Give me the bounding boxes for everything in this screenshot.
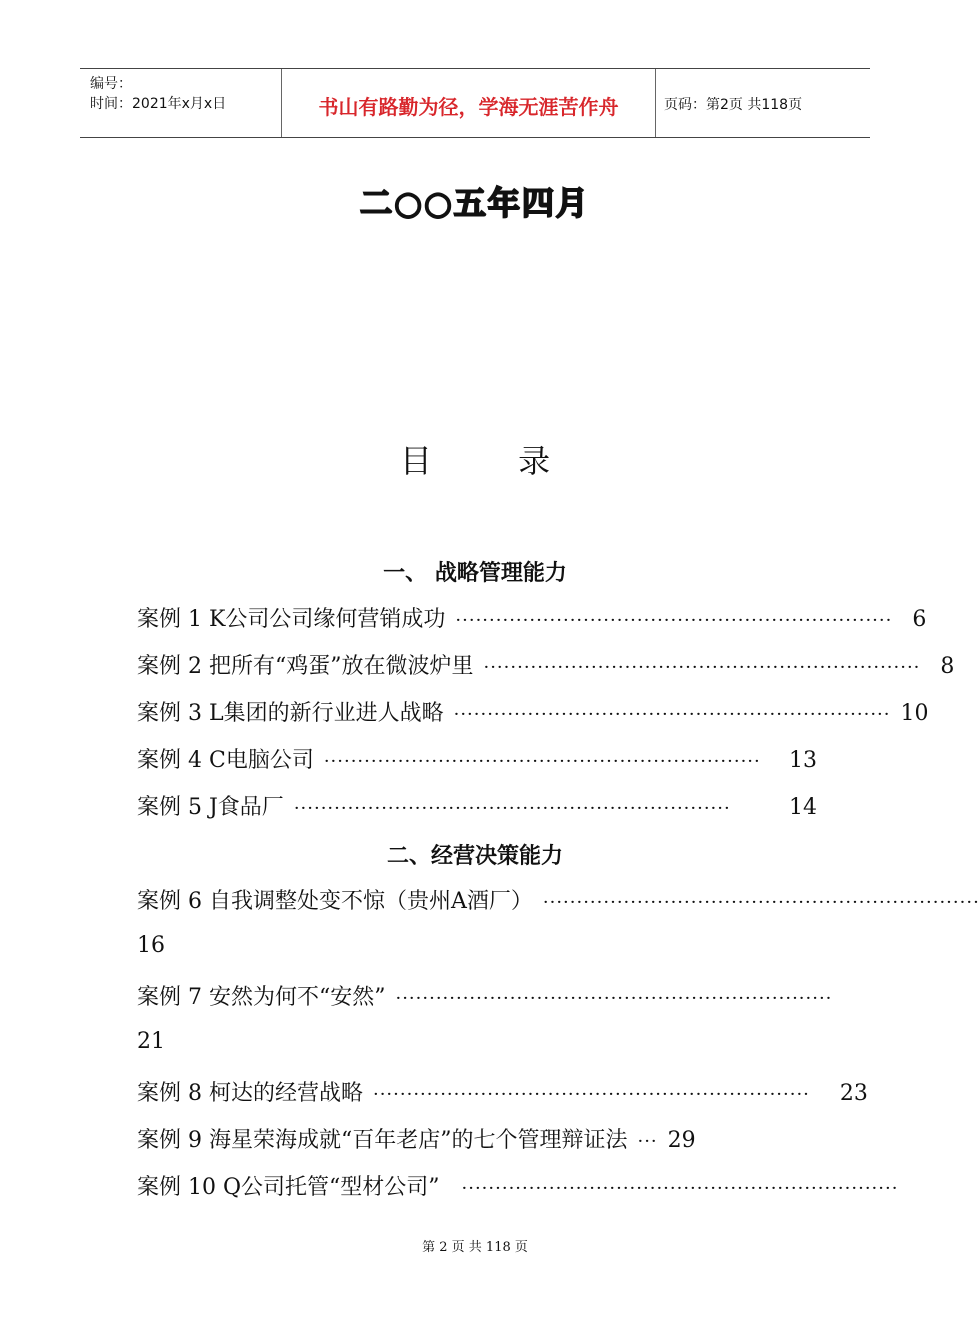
toc-entry-page: 16 xyxy=(137,933,165,958)
toc-entry-label: 案例 4 C电脑公司 xyxy=(137,748,314,773)
toc-entry[interactable] xyxy=(137,649,955,679)
dot-leader: ································································· xyxy=(453,704,891,725)
section-title: 二、经营决策能力 xyxy=(386,844,563,869)
page-header xyxy=(80,68,870,138)
header-motto-cell xyxy=(281,69,656,137)
toc-entry-label: 案例 2 把所有“鸡蛋”放在微波炉里 xyxy=(137,654,474,679)
toc-title-part1: 目 xyxy=(399,442,432,480)
toc-entry-page: 14 xyxy=(789,795,817,820)
toc-entry[interactable] xyxy=(137,696,929,726)
toc-entry-label: 案例 8 柯达的经营战略 xyxy=(137,1081,363,1106)
header-motto: 书山有路勤为径，学海无涯苦作舟 xyxy=(318,95,619,119)
number-label: 编号： xyxy=(90,76,132,92)
dot-leader: ································································· xyxy=(461,1178,899,1199)
toc-entry-label: 案例 1 K公司公司缘何营销成功 xyxy=(137,607,446,632)
dot-leader: ································································· xyxy=(323,751,761,772)
toc-entry-label: 案例 3 L集团的新行业进人战略 xyxy=(137,701,444,726)
dot-leader: ································································· xyxy=(542,892,980,913)
time-label: 时间：2021年x月x日 xyxy=(90,96,227,112)
toc-entry-page: 8 xyxy=(940,654,955,679)
dot-leader: ································································· xyxy=(483,657,921,678)
toc-entry-page: 13 xyxy=(789,748,817,773)
toc-entry-page: 6 xyxy=(912,607,927,632)
toc-entry[interactable] xyxy=(137,1123,813,1153)
toc-entry-page: 29 xyxy=(667,1128,696,1153)
toc-entry-page: 21 xyxy=(137,1029,165,1054)
dot-leader: ··· xyxy=(637,1131,658,1152)
date-title: 二○○五年四月 xyxy=(360,184,590,222)
toc-entry[interactable] xyxy=(137,602,927,632)
dot-leader: ································································· xyxy=(455,610,893,631)
header-page-info: 页码：第2页 共118页 xyxy=(664,97,803,113)
toc-entry[interactable] xyxy=(137,1076,868,1106)
toc-entry-label: 案例 7 安然为何不“安然” xyxy=(137,985,386,1010)
toc-entry-label: 案例 6 自我调整处变不惊（贵州A酒厂） xyxy=(137,889,533,914)
toc-entry[interactable] xyxy=(137,980,833,1010)
header-meta xyxy=(80,69,280,137)
toc-entry[interactable] xyxy=(137,790,817,820)
toc-entry-page: 10 xyxy=(900,701,929,726)
dot-leader: ································································· xyxy=(293,798,731,819)
section-title: 一、 战略管理能力 xyxy=(383,561,567,586)
toc-entry[interactable] xyxy=(137,743,817,773)
toc-title-part2: 录 xyxy=(518,442,551,480)
toc-entry-label: 案例 9 海星荣海成就“百年老店”的七个管理辩证法 xyxy=(137,1128,628,1153)
dot-leader: ································································· xyxy=(372,1084,810,1105)
dot-leader: ································································· xyxy=(395,988,833,1009)
page-footer: 第 2 页 共 118 页 xyxy=(422,1240,528,1255)
toc-entry[interactable] xyxy=(137,884,980,914)
toc-entry[interactable] xyxy=(137,1170,899,1200)
toc-entry-page: 23 xyxy=(839,1081,868,1106)
toc-title xyxy=(0,436,950,482)
toc-entry-label: 案例 5 J食品厂 xyxy=(137,795,284,820)
toc-entry-label: 案例 10 Q公司托管“型材公司” xyxy=(137,1175,440,1200)
